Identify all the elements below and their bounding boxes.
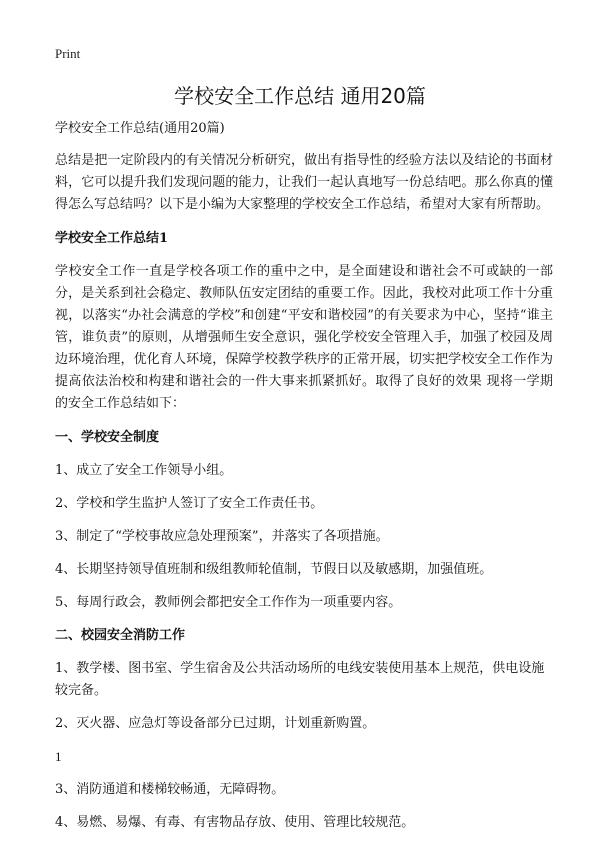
intro-paragraph: 总结是把一定阶段内的有关情况分析研究，做出有指导性的经验方法以及结论的书面材料，它可以提升我们发现问题的能力，让我们一起认真地写一份总结吧。那么你真的懂得怎么写总结吗？以下是小编为大家整理的学校安全工作总结，希望对大家有所帮助。 — [55, 153, 553, 212]
part1-heading: 一、学校安全制度 — [55, 430, 160, 445]
section-paragraph: 学校安全工作一直是学校各项工作的重中之中，是全面建设和谐社会不可或缺的一部分，是关系到社会稳定、教师队伍安定团结的重要工作。因此，我校对此项工作十分重视，以落实“办社会满意的学校”和创建“平安和谐校园”的有关要求为中心，坚持“谁主管，谁负责”的原则，从增强师生安全意识，强化学校安全管理入手，加强了校园及周边环境治理，优化育人环境，保障学校教学秩序的正常开展，切实把学校安全工作作为提高依法治校和构建和谐社会的一件大事来抓紧抓好。取得了良好的效果 现将一学期的安全工作总结如下： — [55, 264, 553, 411]
list-item: 2、学校和学生监护人签订了安全工作责任书。 — [55, 496, 324, 511]
print-link[interactable]: Print — [55, 46, 81, 61]
page-number: 1 — [55, 749, 62, 764]
list-item: 3、制定了“学校事故应急处理预案”，并落实了各项措施。 — [55, 529, 389, 544]
list-item: 1、教学楼、图书室、学生宿舍及公共活动场所的电线安装使用基本上规范，供电设施较完备。 — [55, 661, 545, 698]
list-item: 4、长期坚持领导值班制和级组教师轮值制，节假日以及敏感期，加强值班。 — [55, 562, 493, 577]
section-heading: 学校安全工作总结1 — [55, 231, 169, 246]
list-item: 4、易燃、易爆、有毒、有害物品存放、使用、管理比较规范。 — [55, 815, 415, 830]
list-item: 5、每周行政会，教师例会都把安全工作作为一项重要内容。 — [55, 595, 402, 610]
page-title: 学校安全工作总结 通用20篇 — [174, 84, 426, 108]
list-item: 1、成立了安全工作领导小组。 — [55, 463, 233, 478]
part2-heading: 二、校园安全消防工作 — [55, 628, 186, 643]
document-body — [55, 118, 553, 845]
subtitle: 学校安全工作总结(通用20篇) — [55, 121, 225, 136]
list-item: 2、灭火器、应急灯等设备部分已过期，计划重新购置。 — [55, 716, 376, 731]
list-item: 3、消防通道和楼梯较畅通，无障碍物。 — [55, 782, 285, 797]
